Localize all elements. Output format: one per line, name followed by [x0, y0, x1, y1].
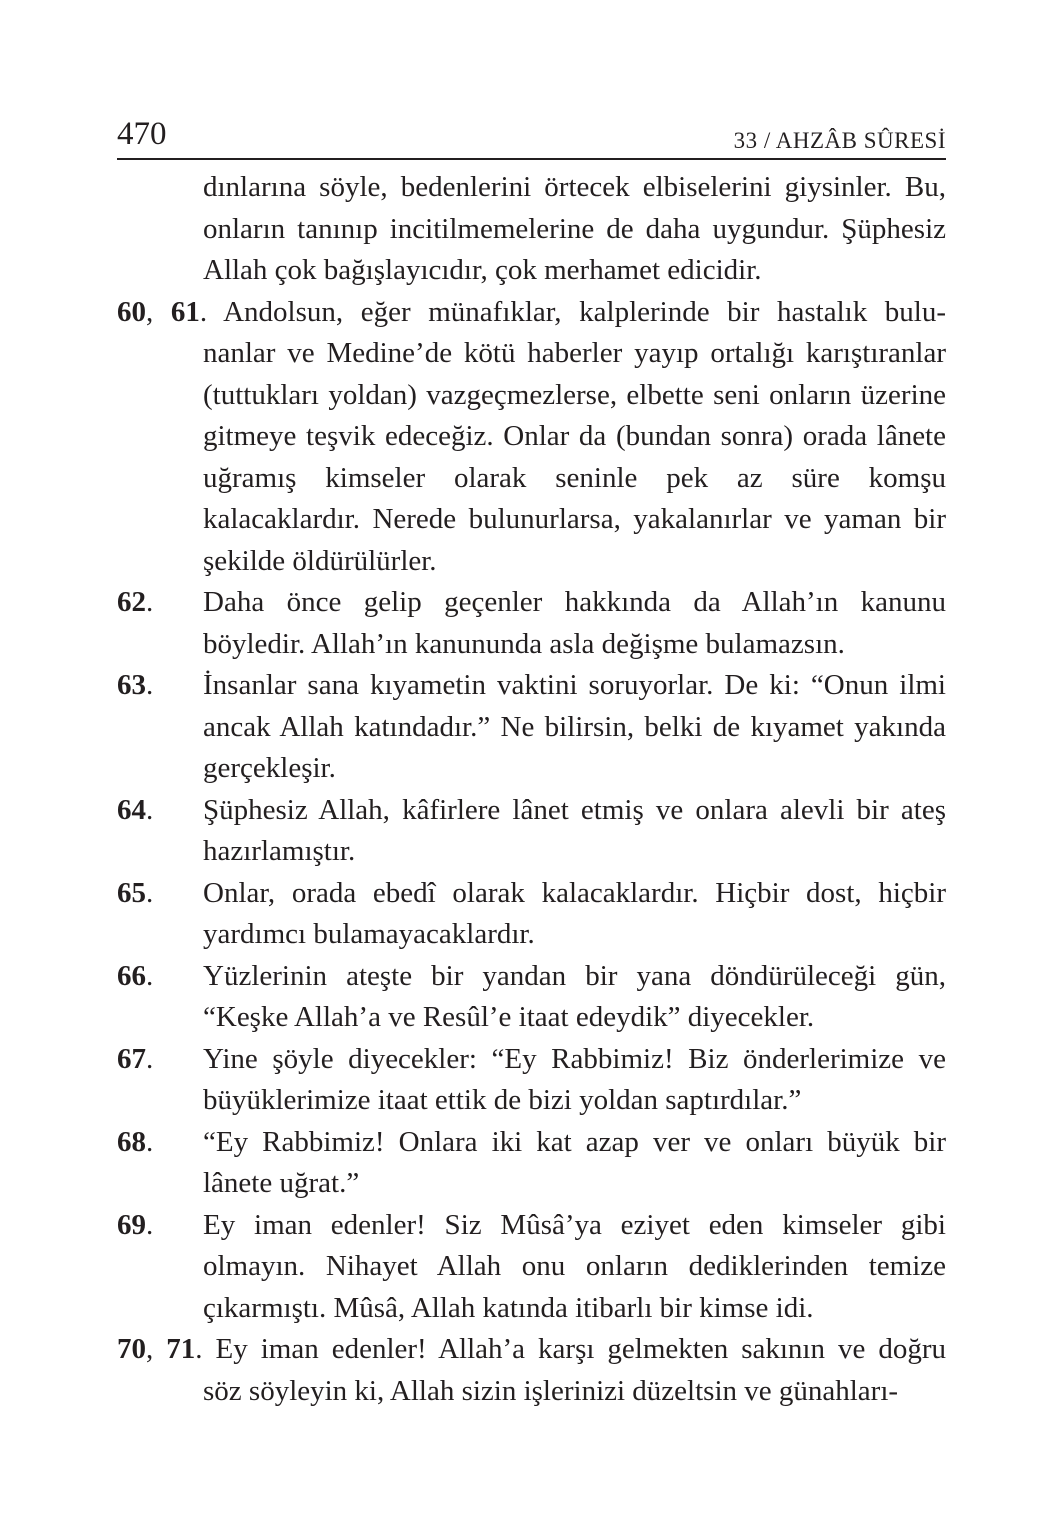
verse-number-dot: . — [146, 1208, 154, 1241]
verse-number-dot: . — [199, 295, 208, 328]
verse-text: Onlar, orada ebedî olarak kalacaklardır. Hiçbir dost, hiçbir yardımcı bulamayacaklardır. — [203, 876, 946, 950]
verse-number-dot: . — [146, 793, 154, 826]
verse-text: İnsanlar sana kıyametin vaktini soruyorlar. De ki: “Onun ilmi ancak Allah katındadır.” Ne bilirsin, belki de kıyamet yakında gerçekleşir. — [203, 669, 946, 784]
verse-number: 63 — [117, 669, 146, 701]
verse-number-dot: . — [146, 586, 154, 618]
verse-text: Şüphesiz Allah, kâfirlere lânet etmiş ve onlara alevli bir ateş hazırlamıştır. — [203, 793, 946, 867]
verse-number-dot: . — [146, 1042, 154, 1075]
verse-number-dot: . — [146, 876, 154, 909]
verse-number-dot: . — [146, 1125, 154, 1158]
verse-number-dot: . — [195, 1333, 203, 1365]
verse-text: söz söyleyin ki, Allah sizin işlerinizi düzeltsin ve günahları- — [203, 1374, 899, 1407]
verse-number: 64 — [117, 793, 146, 826]
body-text — [117, 167, 946, 1412]
verse-66 — [117, 956, 946, 1039]
verse-65 — [117, 873, 946, 956]
verse-67 — [117, 1039, 946, 1122]
page-header — [117, 112, 946, 160]
continuation-paragraph: dınlarına söyle, bedenlerini örtecek elbiselerini giysinler. Bu, onların tanınıp incitilmemelerine de daha uygundur. Şüphesiz Allah çok bağışlayıcıdır, çok merhamet edicidir. — [203, 171, 946, 286]
verse-number-dot: . — [146, 959, 154, 992]
verse-number: 62 — [117, 586, 146, 618]
verse-64 — [117, 790, 946, 873]
verse-number: 71 — [166, 1333, 196, 1365]
verse-68 — [117, 1122, 946, 1205]
verse-text: Yüzlerinin ateşte bir yandan bir yana döndürüleceği gün, “Keşke Allah’a ve Resûl’e itaat edeydik” diyecekler. — [203, 959, 946, 1033]
running-head: 33 / AHZÂB SÛRESİ — [733, 128, 946, 153]
verse-62 — [117, 582, 946, 665]
verse-number: 68 — [117, 1125, 146, 1158]
verse-70-71 — [117, 1329, 946, 1412]
verse-number: 61 — [170, 295, 200, 328]
verse-text: Ey iman edenler! Siz Mûsâ’ya eziyet eden kimseler gibi olmayın. Nihayet Allah onu onların dediklerinden temize çıkarmıştı. Mûsâ, Allah katında itibarlı bir kimse idi. — [203, 1208, 946, 1324]
verse-number-separator: , — [146, 1333, 167, 1365]
verse-number-separator: , — [146, 295, 171, 328]
verse-text: Yine şöyle diyecekler: “Ey Rabbimiz! Biz önderlerimize ve büyüklerimize itaat ettik de bizi yoldan saptırdılar.” — [203, 1042, 946, 1116]
verse-number: 70 — [117, 1333, 146, 1365]
verse-text: nanlar ve Medine’de kötü haberler yayıp ortalığı karıştıranlar (tuttukları yoldan) vazgeçmezlerse, elbette seni onların üzerine gitmeye teşvik edeceğiz. Onlar da (bundan sonra) orada lânete uğramış kimseler olarak seninle pek az süre komşu kalacaklardır. Nerede bulunurlarsa, yakalanırlar ve yaman bir şekilde öldürülürler. — [203, 337, 946, 577]
verse-number: 67 — [117, 1042, 146, 1075]
verse-number: 60 — [117, 295, 146, 328]
verse-text: Daha önce gelip geçenler hakkında da Allah’ın kanunu böyledir. Allah’ın kanununda asla değişme bulamazsın. — [203, 586, 946, 660]
verse-number: 69 — [117, 1208, 146, 1241]
page-number: 470 — [117, 116, 167, 152]
verse-69 — [117, 1205, 946, 1330]
verse-60-61 — [117, 292, 946, 583]
verse-number: 65 — [117, 876, 146, 909]
verse-number: 66 — [117, 959, 146, 992]
verse-text: “Ey Rabbimiz! Onlara iki kat azap ver ve onları büyük bir lânete uğrat.” — [203, 1125, 946, 1199]
verse-text-first-line: Andolsun, eğer münafıklar, kalplerinde bir hastalık bulu- — [207, 295, 947, 328]
verse-number-dot: . — [146, 669, 154, 701]
verse-63 — [117, 665, 946, 790]
verse-text-first-line: Ey iman edenler! Allah’a karşı gelmekten sakının ve doğru — [202, 1333, 946, 1365]
